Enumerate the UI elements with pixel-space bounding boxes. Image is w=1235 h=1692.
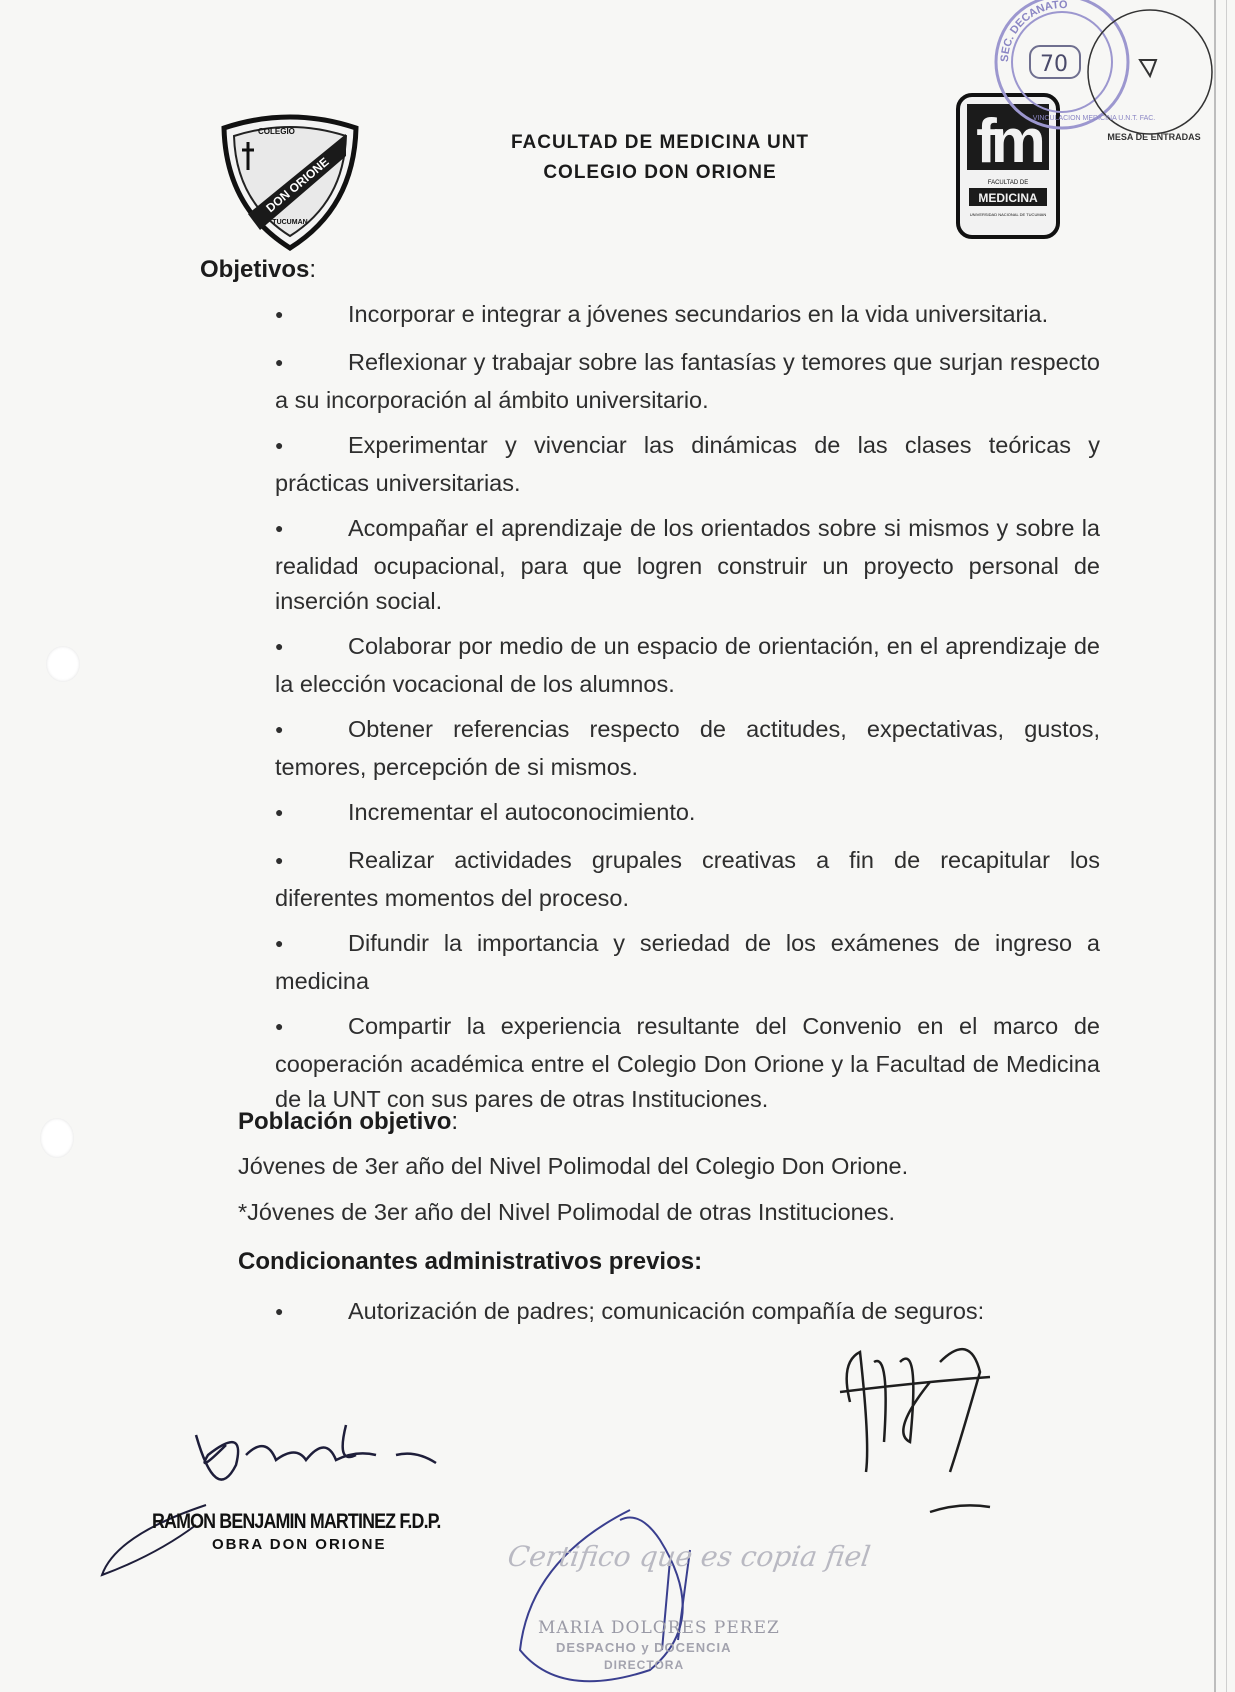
logo-right-band-text: MEDICINA [978, 191, 1038, 205]
condicionante-item: ●Autorización de padres; comunicación compañía de seguros: [275, 1294, 1100, 1332]
stamp-number: 70 [1040, 52, 1068, 77]
signer-organization: OBRA DON ORIONE [212, 1536, 387, 1553]
stamp-outer-text: SEC. DECANATO [998, 0, 1068, 63]
objetivos-heading: Objetivos: [200, 256, 317, 283]
objetivo-item: ●Experimentar y vivenciar las dinámicas de las clases teóricas y prácticas universitarias. [275, 428, 1100, 501]
poblacion-heading: Población objetivo: [238, 1108, 459, 1135]
objetivo-item: ●Difundir la importancia y seriedad de los exámenes de ingreso a medicina [275, 926, 1100, 999]
objetivo-item: ●Realizar actividades grupales creativas a fin de recapitular los diferentes momentos del proceso. [275, 843, 1100, 916]
bullet-icon [275, 795, 348, 833]
punch-hole-bottom [40, 1118, 74, 1158]
objetivo-item: ●Compartir la experiencia resultante del Convenio en el marco de cooperación académica entre el Colegio Don Orione y la Facultad de Medicina de la UNT con sus pares de otras Instituciones. [275, 1009, 1100, 1117]
bullet-icon [275, 712, 348, 750]
bullet-icon [275, 926, 348, 964]
logo-left-top-text: COLEGIO [258, 127, 295, 136]
poblacion-line-1: Jóvenes de 3er año del Nivel Polimodal del Colegio Don Orione. [238, 1153, 909, 1179]
bullet-icon [275, 843, 348, 881]
bullet-icon [275, 1294, 348, 1332]
punch-hole-top [46, 646, 80, 682]
bullet-icon [275, 428, 348, 466]
objetivo-item: ●Incrementar el autoconocimiento. [275, 795, 1100, 833]
logo-right-small-text: FACULTAD DE [987, 180, 1029, 186]
document-header [440, 128, 880, 188]
objetivo-item: ●Obtener referencias respecto de actitudes, expectativas, gustos, temores, percepción de si mismos. [275, 712, 1100, 785]
certifier-department: DESPACHO y DOCENCIA [556, 1640, 732, 1655]
certifier-role: DIRECTORA [604, 1658, 685, 1672]
bullet-icon [275, 345, 348, 383]
condicionantes-heading: Condicionantes administrativos previos: [238, 1248, 703, 1275]
signature-left [96, 1405, 456, 1585]
objetivo-item: ●Incorporar e integrar a jóvenes secundarios en la vida universitaria. [275, 297, 1100, 335]
certifier-name: MARIA DOLORES PEREZ [538, 1618, 780, 1638]
objetivos-list [275, 297, 1100, 1127]
objetivo-item: ●Colaborar por medio de un espacio de orientación, en el aprendizaje de la elección vocacional de los alumnos. [275, 629, 1100, 702]
decanato-stamp [990, 0, 1220, 150]
stamp-right-text: MESA DE ENTRADAS [1107, 132, 1201, 142]
logo-left-band-text: DON ORIONE [263, 154, 332, 216]
objetivo-item: ●Reflexionar y trabajar sobre las fantasías y temores que surjan respecto a su incorporación al ámbito universitario. [275, 345, 1100, 418]
header-school: COLEGIO DON ORIONE [543, 162, 777, 183]
signature-right [830, 1322, 1010, 1522]
logo-left-bottom-text: TUCUMAN [272, 219, 308, 226]
page-edge-line [1214, 0, 1216, 1692]
bullet-icon [275, 1009, 348, 1047]
colegio-don-orione-shield-logo [218, 112, 362, 252]
bullet-icon [275, 629, 348, 667]
poblacion-line-2: *Jóvenes de 3er año del Nivel Polimodal de otras Instituciones. [238, 1199, 896, 1225]
signer-name: RAMON BENJAMIN MARTINEZ F.D.P. [152, 1510, 441, 1533]
header-faculty: FACULTAD DE MEDICINA UNT [510, 132, 810, 153]
logo-right-footer-text: UNIVERSIDAD NACIONAL DE TUCUMAN [969, 212, 1047, 217]
stamp-inner-text: VINCULACION MEDICINA U.N.T. FAC. [1032, 115, 1156, 122]
objetivo-item: ●Acompañar el aprendizaje de los orientados sobre si mismos y sobre la realidad ocupacional, para que logren construir un proyecto personal de inserción social. [275, 511, 1100, 619]
fm-monogram: fm [976, 107, 1040, 176]
bullet-icon [275, 297, 348, 335]
page-edge-line-secondary [1226, 0, 1227, 1692]
certification-text: Certifico que es copia fiel [505, 1540, 873, 1573]
bullet-icon [275, 511, 348, 549]
